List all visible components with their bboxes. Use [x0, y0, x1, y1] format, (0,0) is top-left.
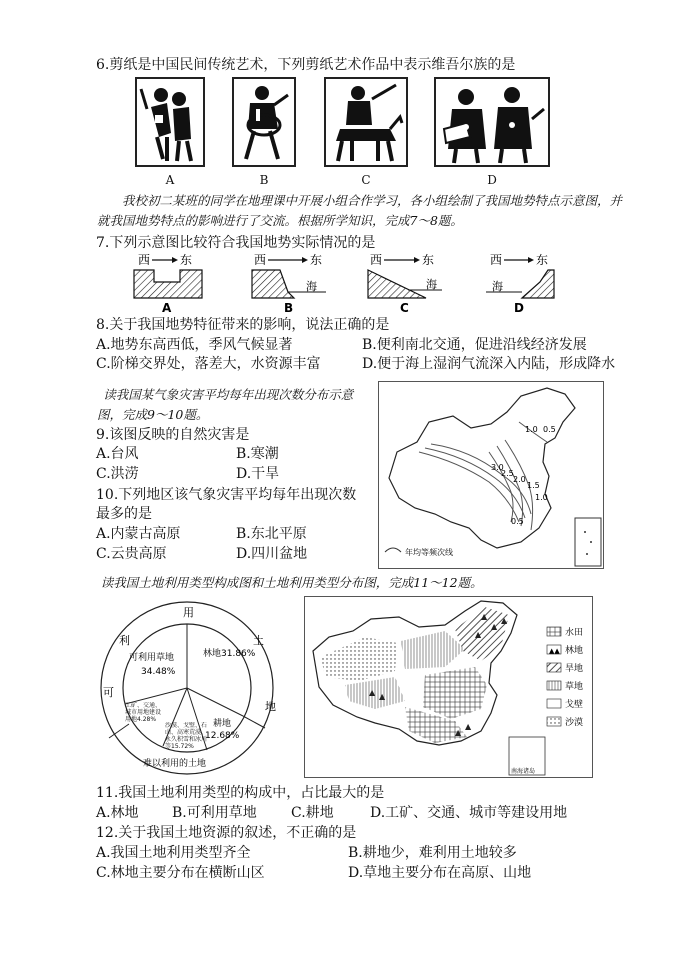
svg-text:▲: ▲	[369, 688, 376, 697]
ring-char-top: 用	[183, 606, 194, 619]
q9-option-c[interactable]: C.洪涝	[96, 466, 139, 482]
q10-stem-line1: 10.下列地区该气象灾害平均每年出现次数	[96, 487, 357, 503]
ring-char-left2: 利	[119, 634, 130, 647]
q11-option-b[interactable]: B.可利用草地	[172, 805, 257, 821]
svg-text:▲: ▲	[501, 616, 508, 625]
pie-crop-label-1: 耕地	[213, 719, 232, 729]
hazard-map-legend: 年均等频次线	[405, 548, 453, 557]
legend-forest: 林地	[565, 646, 584, 656]
q7-diagram-d[interactable]	[486, 253, 554, 315]
svg-text:▲▲: ▲▲	[549, 647, 560, 655]
q7-d-sea: 海	[492, 280, 503, 293]
contour-label-3: 3.0	[491, 463, 504, 472]
ring-char-right2: 地	[265, 700, 276, 713]
svg-text:▲: ▲	[465, 722, 472, 731]
intro-9-10: 读我国某气象灾害平均每年出现次数分布示意图，完成9～10题。	[97, 387, 354, 422]
q6-option-b[interactable]: B	[259, 173, 269, 187]
pie-build-label: 工矿、交通、城市用地建设用地4.28%	[125, 702, 162, 723]
q9-option-b[interactable]: B.寒潮	[236, 446, 279, 462]
ring-bottom-label: 难以利用的土地	[143, 759, 207, 769]
q7-c-west: 西	[370, 253, 383, 267]
q10-option-a[interactable]: A.内蒙古高原	[96, 526, 181, 542]
papercut-c-image	[324, 77, 408, 167]
q7-diagram-c[interactable]	[368, 253, 442, 315]
q7-diagram-a[interactable]	[134, 253, 202, 315]
ring-char-left: 可	[103, 686, 114, 699]
q7-d-letter: D	[514, 301, 524, 315]
contour-label-6: 1.5	[527, 481, 540, 490]
legend-dryland: 旱地	[565, 664, 584, 674]
ring-char-right: 土	[253, 634, 264, 647]
q11-option-d[interactable]: D.工矿、交通、城市等建设用地	[370, 805, 568, 821]
q9-stem: 9.该图反映的自然灾害是	[96, 427, 250, 443]
q9-option-a[interactable]: A.台风	[96, 446, 139, 462]
pie-grass-label-2: 34.48%	[141, 667, 176, 677]
q10-stem-line2: 最多的是	[96, 506, 152, 522]
q7-c-letter: C	[400, 301, 409, 315]
q6-stem: 6.剪纸是中国民间传统艺术，下列剪纸艺术作品中表示维吾尔族的是	[96, 57, 516, 73]
q12-stem: 12.关于我国土地资源的叙述，不正确的是	[96, 825, 357, 841]
contour-label-8: 0.5	[511, 517, 524, 526]
q7-b-west: 西	[254, 253, 267, 267]
q7-stem: 7.下列示意图比较符合我国地势实际情况的是	[96, 235, 376, 251]
svg-text:▲: ▲	[455, 728, 462, 737]
contour-label-7: 1.0	[535, 493, 548, 502]
pie-crop-label-2: 12.68%	[205, 731, 240, 741]
legend-desert: 沙漠	[565, 718, 584, 728]
q7-c-sea: 海	[426, 278, 437, 291]
q8-option-b[interactable]: B.便利南北交通，促进沿线经济发展	[362, 337, 587, 353]
papercut-b-image	[232, 77, 296, 167]
pie-grass-label-1: 可利用草地	[129, 653, 175, 663]
q8-option-d[interactable]: D.便于海上湿润气流深入内陆，形成降水	[362, 356, 616, 372]
q7-b-letter: B	[284, 301, 294, 315]
land-map-legend	[547, 626, 583, 728]
q8-option-c[interactable]: C.阶梯交界处，落差大，水资源丰富	[96, 356, 321, 372]
q6-option-a[interactable]: A	[165, 173, 175, 187]
q7-d-west: 西	[490, 253, 503, 267]
q7-a-west: 西	[138, 253, 151, 267]
papercut-a-image	[135, 77, 205, 167]
intro-7-8: 我校初二某班的同学在地理课中开展小组合作学习，各小组绘制了我国地势特点示意图，并就我国地势特点的影响进行了交流。根据所学知识，完成7～8题。	[97, 193, 623, 228]
q7-b-east: 东	[310, 253, 323, 267]
contour-label-2: 0.5	[543, 425, 556, 434]
q8-stem: 8.关于我国地势特征带来的影响，说法正确的是	[96, 317, 390, 333]
q10-option-c[interactable]: C.云贵高原	[96, 546, 167, 562]
q12-option-c[interactable]: C.林地主要分布在横断山区	[96, 865, 265, 881]
q7-diagram-b[interactable]	[252, 253, 326, 315]
q7-a-letter: A	[162, 301, 172, 315]
legend-grassland: 草地	[565, 682, 584, 692]
land-use-map	[304, 596, 593, 778]
pie-waste-label: 沙漠、戈壁、石山、高寒荒漠、永久积雪和冰川等15.72%	[165, 722, 208, 750]
q9-option-d[interactable]: D.干旱	[236, 466, 280, 482]
contour-label-1: 1.0	[525, 425, 538, 434]
q7-d-east: 东	[536, 253, 549, 267]
svg-text:▲: ▲	[379, 692, 386, 701]
contour-label-4: 2.5	[501, 469, 514, 478]
q11-stem: 11.我国土地利用类型的构成中，占比最大的是	[96, 785, 385, 801]
hazard-map	[378, 381, 604, 569]
q11-option-a[interactable]: A.林地	[96, 805, 139, 821]
legend-paddy: 水田	[565, 628, 584, 638]
q6-option-d[interactable]: D	[487, 173, 497, 187]
svg-text:▲: ▲	[481, 612, 488, 621]
q12-option-b[interactable]: B.耕地少，难利用土地较多	[348, 845, 517, 861]
svg-text:▲: ▲	[491, 622, 498, 631]
land-use-pie	[95, 598, 294, 776]
q7-a-east: 东	[180, 253, 193, 267]
svg-text:▲: ▲	[475, 630, 482, 639]
papercut-d-image	[434, 77, 550, 167]
q7-diagrams	[130, 252, 570, 317]
q12-option-a[interactable]: A.我国土地利用类型齐全	[96, 845, 251, 861]
q10-option-b[interactable]: B.东北平原	[236, 526, 307, 542]
q12-option-d[interactable]: D.草地主要分布在高原、山地	[348, 865, 532, 881]
q7-b-sea: 海	[306, 280, 317, 293]
q10-option-d[interactable]: D.四川盆地	[236, 546, 308, 562]
q6-option-c[interactable]: C	[361, 173, 371, 187]
inset-label: 南海诸岛	[511, 768, 536, 775]
intro-11-12: 读我国土地利用类型构成图和土地利用类型分布图，完成11～12题。	[100, 575, 483, 590]
legend-gobi: 戈壁	[565, 700, 584, 710]
contour-label-5: 2.0	[513, 475, 526, 484]
pie-forest-label: 林地31.86%	[203, 649, 256, 659]
q7-c-east: 东	[422, 253, 435, 267]
q8-option-a[interactable]: A.地势东高西低，季风气候显著	[96, 337, 293, 353]
q11-option-c[interactable]: C.耕地	[291, 805, 334, 821]
